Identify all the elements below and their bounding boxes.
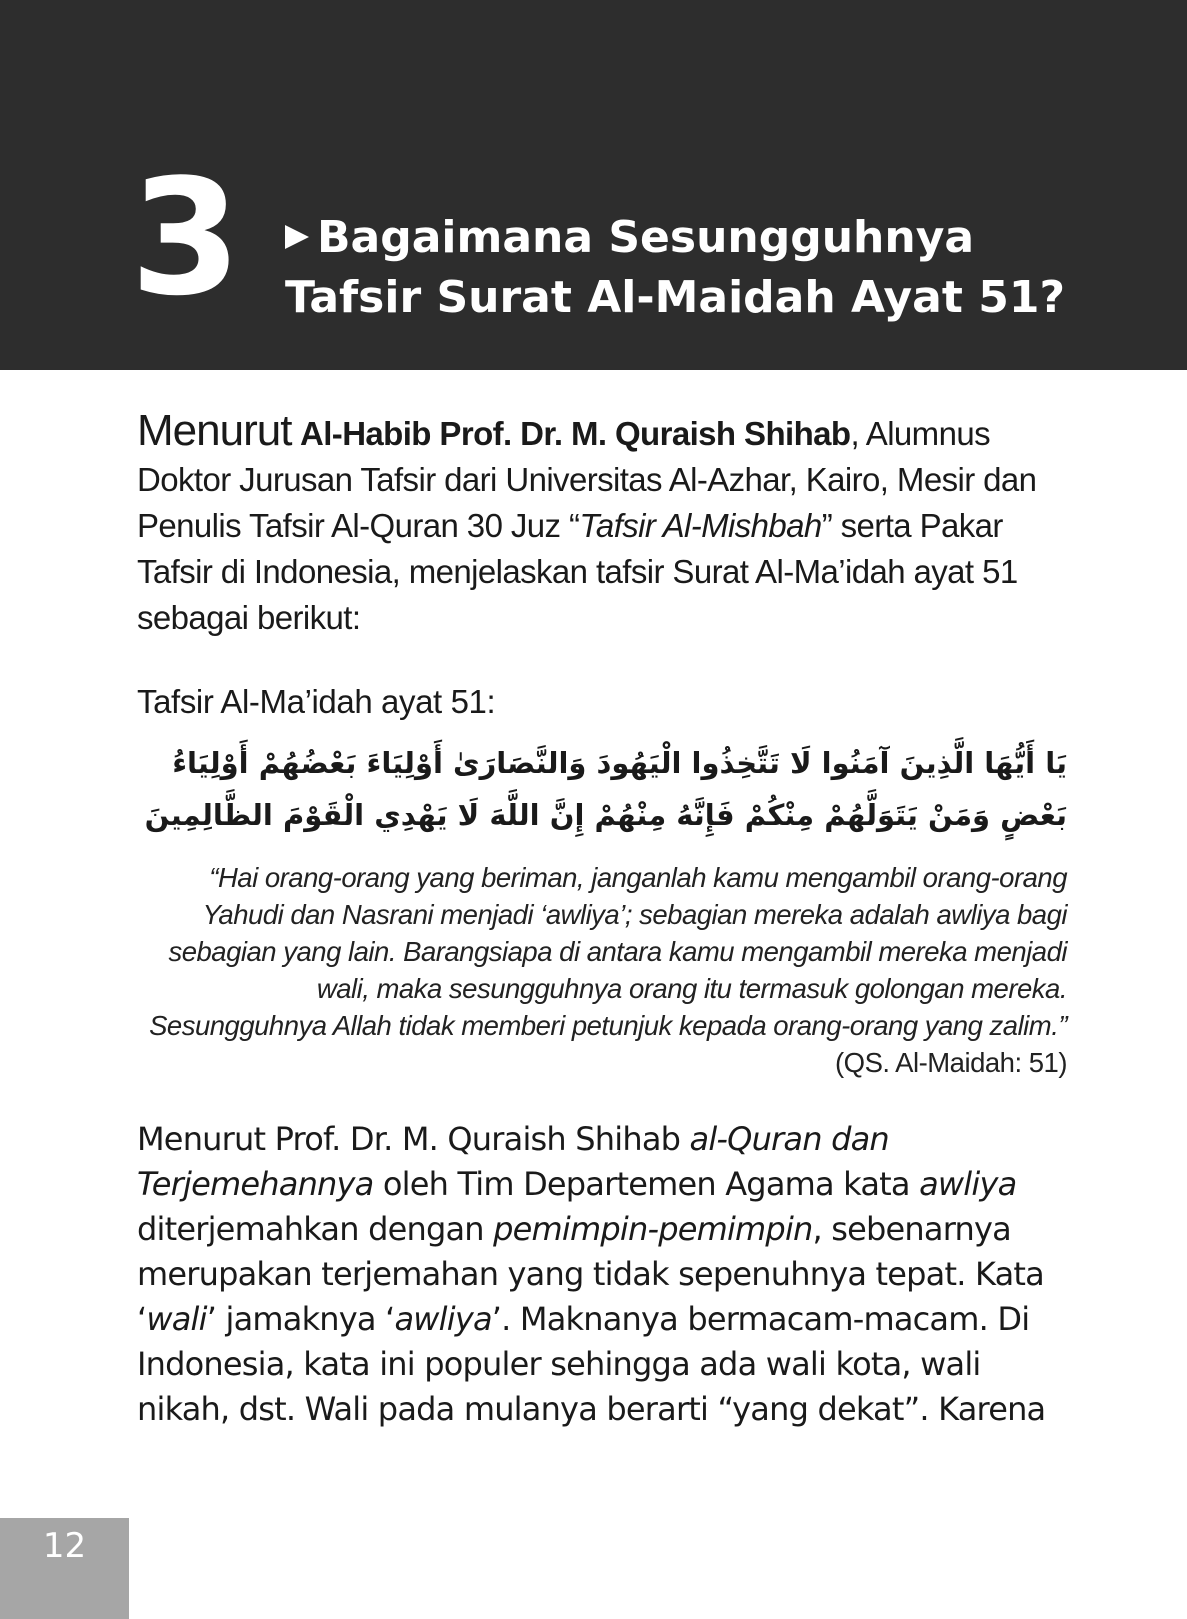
verse-translation bbox=[137, 859, 1067, 1081]
chapter-header bbox=[0, 0, 1187, 370]
body-text-6: ’. Maknanya bermacam-macam. Di Indonesia, kata ini populer sehingga ada wali kota, wali nikah, dst. Wali pada mulanya berarti “yang dekat”. Karena bbox=[137, 1300, 1046, 1428]
arabic-verse: يَا أَيُّهَا الَّذِينَ آمَنُوا لَا تَتَّخِذُوا الْيَهُودَ وَالنَّصَارَىٰ أَوْلِيَاءَ بَعْضُهُمْ أَوْلِيَاءُ بَعْضٍ وَمَنْ يَتَوَلَّهُمْ مِنْكُمْ فَإِنَّهُ مِنْهُمْ إِنَّ اللَّهَ لَا يَهْدِي الْقَوْمَ الظَّالِمِينَ bbox=[144, 746, 1067, 832]
page-number: 12 bbox=[0, 1518, 129, 1619]
body-text-1: Menurut Prof. Dr. M. Quraish Shihab bbox=[137, 1120, 690, 1158]
chapter-title-line1 bbox=[285, 208, 1065, 268]
body-italic-5: awliya bbox=[394, 1300, 492, 1338]
chapter-number: 3 bbox=[130, 144, 238, 331]
body-italic-1: al-Quran dan Terjemehannya bbox=[137, 1120, 889, 1203]
chapter-title bbox=[285, 208, 1065, 328]
body-italic-4: wali bbox=[146, 1300, 207, 1338]
intro-author: Al-Habib Prof. Dr. M. Quraish Shihab bbox=[300, 415, 851, 452]
chapter-title-line2: Tafsir Surat Al-Maidah Ayat 51? bbox=[285, 272, 1065, 323]
main-content bbox=[137, 408, 1067, 1432]
body-text-3: diterjemahkan dengan bbox=[137, 1210, 494, 1248]
body-text-5: ’ jamaknya ‘ bbox=[206, 1300, 395, 1338]
intro-paragraph bbox=[137, 408, 1067, 641]
intro-tail: ” serta Pakar Tafsir di Indonesia, menjelaskan tafsir Surat Al-Ma’idah ayat 51 sebagai berikut: bbox=[137, 507, 1018, 636]
intro-book-title: Tafsir Al-Mishbah bbox=[579, 507, 822, 544]
body-italic-3: pemimpin-pemimpin bbox=[493, 1210, 813, 1248]
body-italic-2: awliya bbox=[919, 1165, 1017, 1203]
intro-lead: Menurut bbox=[137, 406, 292, 455]
verse-reference: (QS. Al-Maidah: 51) bbox=[835, 1047, 1067, 1078]
translation-text: “Hai orang-orang yang beriman, janganlah kamu mengambil orang-orang Yahudi dan Nasrani menjadi ‘awliya’; sebagian mereka adalah awliya bagi sebagian yang lain. Barangsiapa di antara kamu mengambil mereka menjadi wali, maka sesungguhnya orang itu termasuk golongan mereka. Sesungguhnya Allah tidak memberi petunjuk kepada orang-orang yang zalim.” bbox=[149, 862, 1067, 1041]
play-triangle-icon bbox=[285, 225, 309, 249]
section-label: Tafsir Al-Ma’idah ayat 51: bbox=[137, 683, 496, 720]
body-paragraph bbox=[137, 1117, 1067, 1432]
chapter-title-line1-text: Bagaimana Sesungguhnya bbox=[317, 212, 975, 263]
body-text-4: , sebenarnya merupakan terjemahan yang tidak sepenuhnya tepat. Kata ‘ bbox=[137, 1210, 1044, 1338]
body-text-2: oleh Tim Departemen Agama kata bbox=[373, 1165, 920, 1203]
intro-after-author: , Alumnus Doktor Jurusan Tafsir dari Universitas Al-Azhar, Kairo, Mesir dan Penulis Tafsir Al-Quran 30 Juz “ bbox=[137, 415, 1037, 544]
